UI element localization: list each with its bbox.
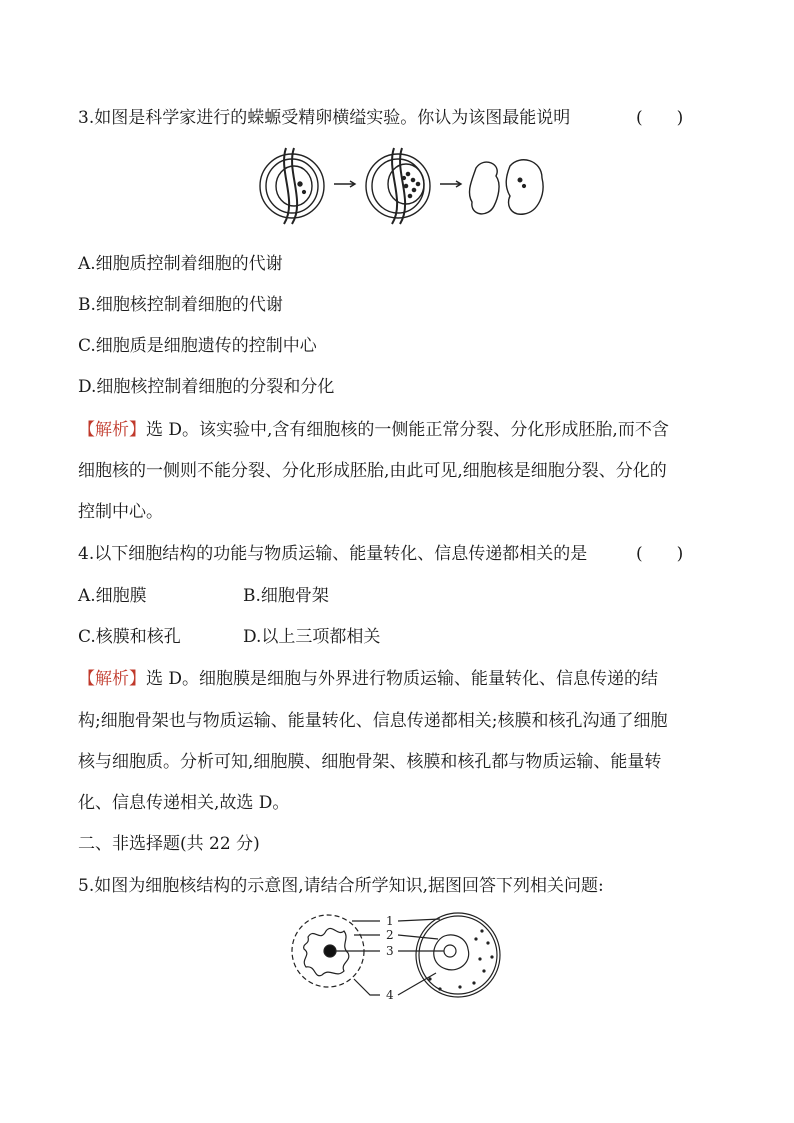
q3-analysis-text-1: 选 D。该实验中,含有细胞核的一侧能正常分裂、分化形成胚胎,而不含 [146, 420, 669, 440]
q3-analysis-tag: 【解析】 [78, 420, 146, 440]
q5-label-4: 4 [386, 988, 394, 1002]
q5-stem: 5.如图为细胞核结构的示意图,请结合所学知识,据图回答下列相关问题: [78, 876, 604, 896]
q4-option-d: D.以上三项都相关 [243, 627, 381, 647]
q3-option-b: B.细胞核控制着细胞的代谢 [78, 295, 283, 315]
q3-analysis-line-3: 控制中心。 [78, 502, 163, 522]
q4-answer-paren: ( ) [636, 544, 684, 564]
q4-analysis-line-1 [78, 668, 658, 690]
q4-analysis-line-2: 构;细胞骨架也与物质运输、能量转化、信息传递都相关;核膜和核孔沟通了细胞 [78, 711, 668, 731]
q4-analysis-line-4: 化、信息传递相关,故选 D。 [78, 793, 290, 813]
q3-analysis-line-1 [78, 419, 669, 441]
q3-analysis-line-2: 细胞核的一侧则不能分裂、分化形成胚胎,由此可见,细胞核是细胞分裂、分化的 [78, 461, 667, 481]
q4-analysis-tag: 【解析】 [78, 669, 146, 689]
q3-answer-paren: ( ) [636, 108, 684, 128]
q3-option-d: D.细胞核控制着细胞的分裂和分化 [78, 377, 335, 397]
q4-option-a: A.细胞膜 [78, 586, 147, 606]
q3-stem-text: 3.如图是科学家进行的蝾螈受精卵横缢实验。你认为该图最能说明 [78, 108, 571, 128]
q4-option-b: B.细胞骨架 [243, 586, 329, 606]
q3-option-a: A.细胞质控制着细胞的代谢 [78, 254, 283, 274]
q3-option-c: C.细胞质是细胞遗传的控制中心 [78, 336, 317, 356]
q3-stem [78, 107, 570, 129]
q5-label-1: 1 [386, 914, 394, 928]
q4-stem: 4.以下细胞结构的功能与物质运输、能量转化、信息传递都相关的是 [78, 544, 588, 564]
q5-label-2: 2 [386, 928, 394, 942]
q4-analysis-line-3: 核与细胞质。分析可知,细胞膜、细胞骨架、核膜和核孔都与物质运输、能量转 [78, 752, 662, 772]
section-heading: 二、非选择题(共 22 分) [78, 834, 260, 854]
q3-figure [258, 146, 548, 226]
q5-nucleus-figure [290, 909, 510, 1005]
q4-analysis-text-1: 选 D。细胞膜是细胞与外界进行物质运输、能量转化、信息传递的结 [146, 669, 659, 689]
q4-option-c: C.核膜和核孔 [78, 627, 181, 647]
q5-label-3: 3 [386, 944, 394, 958]
